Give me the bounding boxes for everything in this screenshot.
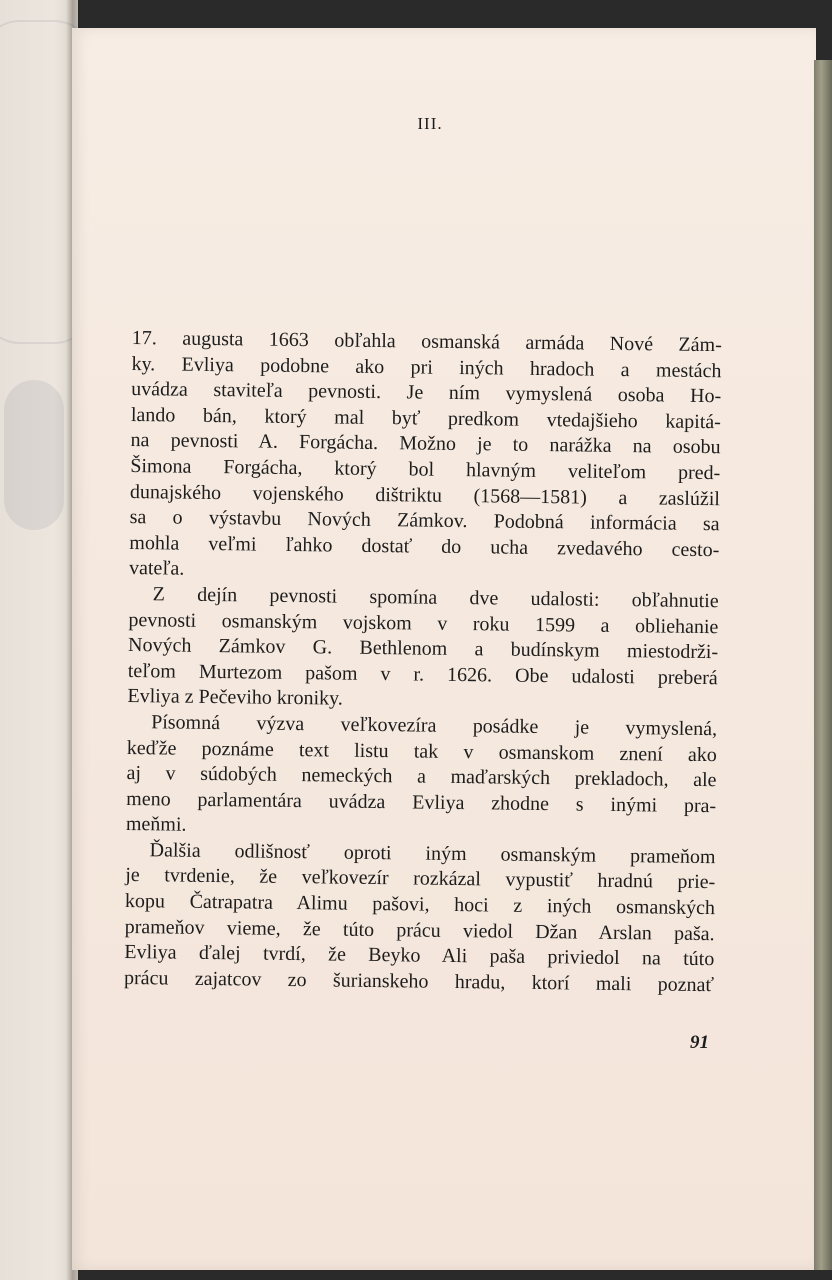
text-line: prameňov vieme, že túto prácu viedol Džan Arslan paša. — [124, 915, 715, 945]
text-line: Šimona Forgácha, ktorý bol hlavným veliteľom pred- — [130, 454, 721, 485]
chapter-heading — [0, 114, 832, 134]
text-line: Ďalšia odlišnosť oproti iným osmanským prameňom — [149, 839, 716, 869]
text-line: kopu Čatrapatra Alimu pašovi, hoci z iných osmanských — [124, 890, 716, 920]
text-line: pevnosti osmanským vojskom v roku 1599 a obliehanie — [128, 608, 719, 638]
text-line: 17. augusta 1663 obľahla osmanská armáda Nové Zám- — [131, 326, 722, 357]
text-line: sa o výstavbu Nových Zámkov. Podobná informácia sa — [129, 506, 720, 536]
text-line: dunajského vojenského dištriktu (1568—1581) a zaslúžil — [129, 480, 721, 510]
text-line: vateľa. — [128, 557, 185, 581]
text-line: na pevnosti A. Forgácha. Možno je to narážka na osobu — [130, 429, 721, 459]
text-line: Nových Zámkov G. Bethlenom a budínskym miestodrži- — [127, 634, 719, 664]
text-line: Evliya ďalej tvrdí, že Beyko Ali paša priviedol na túto — [124, 941, 715, 971]
body-text — [124, 326, 722, 999]
text-line: Písomná výzva veľkovezíra posádke je vymyslená, — [151, 711, 718, 741]
text-line: aj v súdobých nemeckých a maďarských prekladoch, ale — [126, 762, 717, 792]
text-line: meňmi. — [125, 813, 187, 836]
text-line: meno parlamentára uvádza Evliya zhodne s inými pra- — [126, 787, 717, 817]
text-line: teľom Murtezom pašom v r. 1626. Obe udalosti preberá — [127, 659, 718, 689]
text-line: ky. Evliya podobne ako pri iných hradoch a mestách — [131, 352, 722, 382]
text-line: lando bán, ktorý mal byť predkom vtedajšieho kapitá- — [130, 403, 722, 433]
text-line: keďže poznáme text listu tak v osmanskom znení ako — [126, 736, 717, 766]
text-line: Evliya z Pečeviho kroniky. — [127, 685, 343, 710]
left-page-cover-figure — [4, 380, 64, 530]
page-number: 91 — [690, 1032, 709, 1053]
text-line: je tvrdenie, že veľkovezír rozkázal vypustiť hradnú prie- — [125, 864, 716, 894]
text-line: Z dejín pevnosti spomína dve udalosti: obľahnutie — [152, 583, 719, 613]
chapter-heading-text: III. — [417, 114, 443, 133]
book-cover-edge — [814, 60, 832, 1270]
text-line: prácu zajatcov zo šurianskeho hradu, ktorí mali poznať — [123, 966, 715, 997]
text-line: uvádza staviteľa pevnosti. Je ním vymyslená osoba Ho- — [131, 378, 722, 408]
text-line: mohla veľmi ľahko dostať do ucha zvedavého cesto- — [129, 531, 720, 561]
